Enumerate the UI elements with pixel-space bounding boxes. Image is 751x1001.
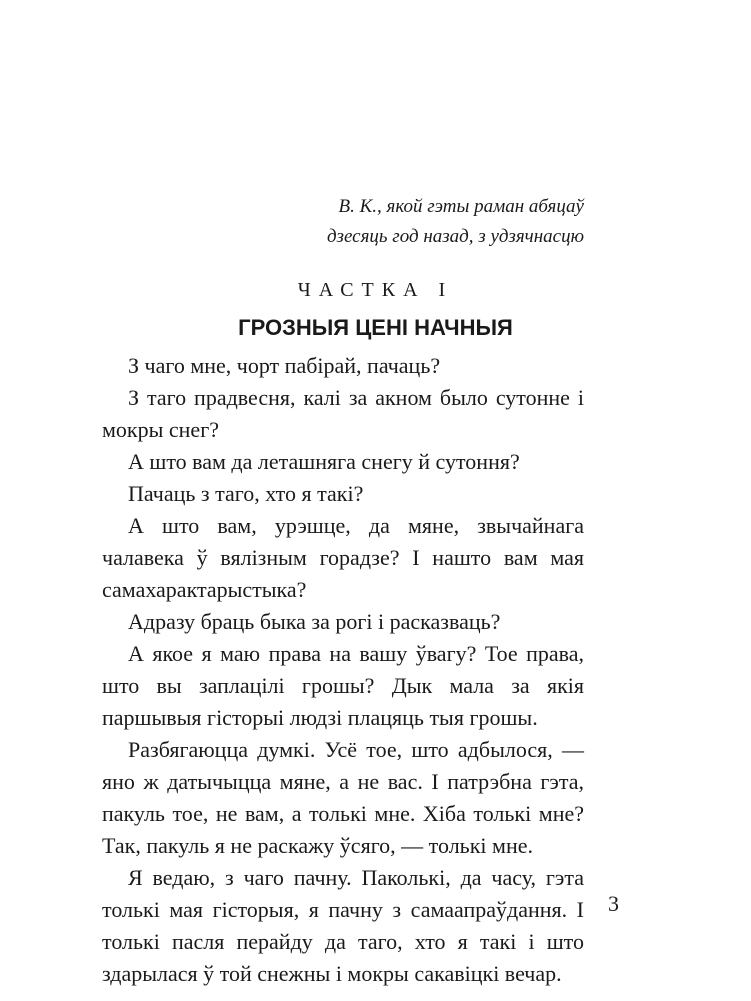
paragraph: З таго прадвесня, калі за акном было сутонне і мокры снег? bbox=[102, 385, 584, 442]
paragraph: Адразу браць быка за рогі і расказваць? bbox=[128, 609, 501, 634]
paragraph: Пачаць з таго, хто я такі? bbox=[128, 481, 364, 506]
body-text bbox=[102, 350, 584, 990]
epigraph-line: дзесяць год назад, з удзячнасцю bbox=[326, 226, 584, 247]
paragraph: Разбягаюцца думкі. Усё тое, што адбылося, — яно ж датычыцца мяне, а не вас. І патрэбна гэта, пакуль тое, не вам, а толькі мне. Хіба толькі мне? Так, пакуль я не раскажу ўсяго, — толькі мне. bbox=[102, 737, 584, 858]
paragraph: А якое я маю права на вашу ўвагу? Тое права, што вы заплацілі грошы? Дык мала за якія паршывыя гісторыі людзі плацяць тыя грошы. bbox=[102, 641, 584, 730]
epigraph bbox=[327, 192, 584, 252]
chapter-title: ГРОЗНЫЯ ЦЕНІ НАЧНЫЯ bbox=[238, 315, 513, 340]
part-label: ЧАСТКА I bbox=[297, 279, 454, 301]
paragraph: А што вам, урэшце, да мяне, звычайнага чалавека ў вялізным горадзе? І нашто вам мая самахарактарыстыка? bbox=[102, 513, 584, 602]
page-number: 3 bbox=[608, 891, 619, 916]
paragraph: Я ведаю, з чаго пачну. Паколькі, да часу, гэта толькі мая гісторыя, я пачну з самаапраўдання. І толькі пасля перайду да таго, хто я такі і што здарылася ў той снежны і мокры сакавіцкі вечар. bbox=[102, 865, 584, 986]
paragraph: А што вам да леташняга снегу й сутоння? bbox=[128, 449, 520, 474]
epigraph-line: В. К., якой гэты раман абяцаў bbox=[338, 196, 584, 217]
paragraph: З чаго мне, чорт пабірай, пачаць? bbox=[128, 353, 441, 378]
